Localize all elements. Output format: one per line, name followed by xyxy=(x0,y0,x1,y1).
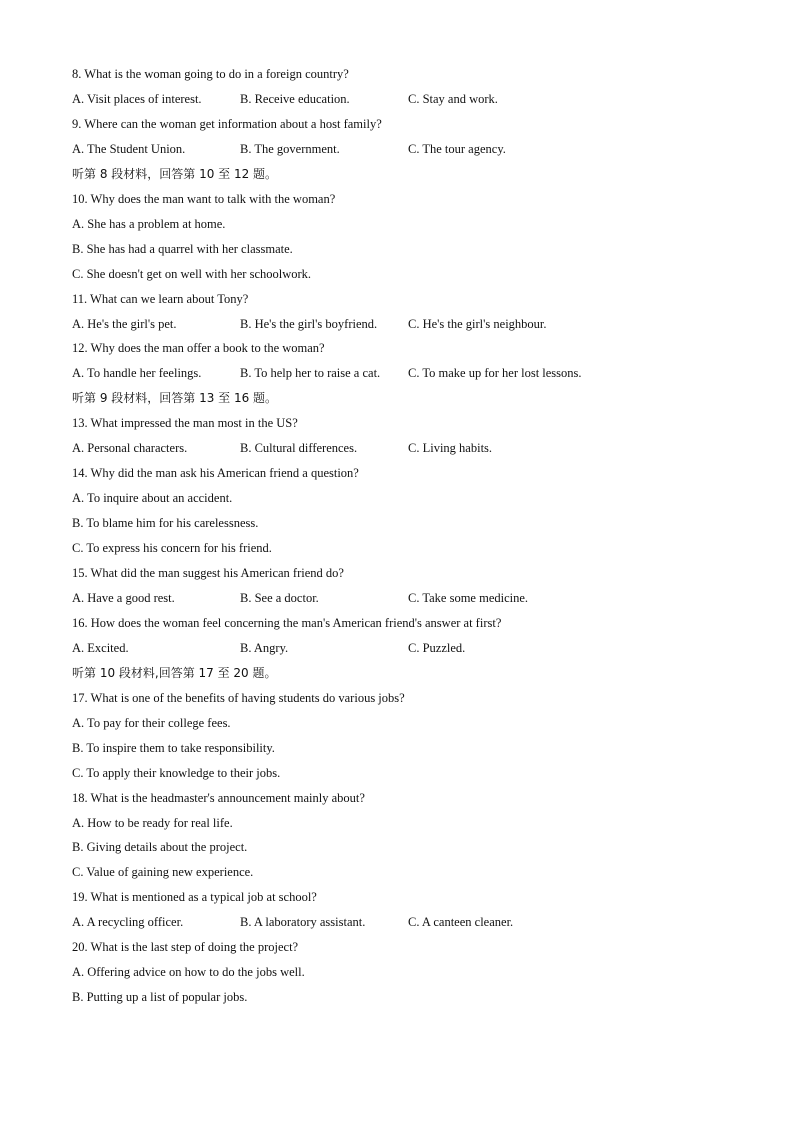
option-c: C. To make up for her lost lessons. xyxy=(408,366,582,381)
text-line: A. How to be ready for real life. xyxy=(72,815,233,830)
options-row xyxy=(72,365,692,381)
text-line: B. To blame him for his carelessness. xyxy=(72,516,259,531)
text-line: 15. What did the man suggest his American friend do? xyxy=(72,566,344,580)
option-a: A. To handle her feelings. xyxy=(72,366,202,381)
option-b: B. To help her to raise a cat. xyxy=(240,366,381,381)
text-line: A. To pay for their college fees. xyxy=(72,715,231,730)
option-b: B. Receive education. xyxy=(240,91,350,106)
options-row xyxy=(72,141,692,157)
options-row xyxy=(72,316,692,332)
section-heading: 听第 8 段材料，回答第 10 至 12 题。 xyxy=(72,166,278,181)
text-line: A. Offering advice on how to do the jobs well. xyxy=(72,965,305,980)
option-a: A. Have a good rest. xyxy=(72,590,175,605)
option-c: C. Living habits. xyxy=(408,441,493,456)
text-line: C. She doesn't get on well with her schoolwork. xyxy=(72,266,312,281)
option-a: A. The Student Union. xyxy=(72,141,186,156)
option-c: C. Puzzled. xyxy=(408,640,466,655)
option-b: B. He's the girl's boyfriend. xyxy=(240,316,378,331)
text-line: 19. What is mentioned as a typical job at school? xyxy=(72,890,317,905)
text-line: A. She has a problem at home. xyxy=(72,216,226,231)
options-row xyxy=(72,91,692,107)
option-b: B. Cultural differences. xyxy=(240,441,358,456)
options-row xyxy=(72,590,692,606)
option-a: A. Personal characters. xyxy=(72,441,188,456)
text-line: 18. What is the headmaster's announcement mainly about? xyxy=(72,790,365,805)
text-line: 13. What impressed the man most in the US? xyxy=(72,416,298,431)
option-a: A. Visit places of interest. xyxy=(72,91,202,106)
text-line: 11. What can we learn about Tony? xyxy=(72,291,249,306)
text-line: 17. What is one of the benefits of having students do various jobs? xyxy=(72,690,405,705)
section-heading: 听第 9 段材料，回答第 13 至 16 题。 xyxy=(72,391,278,406)
text-line: C. To apply their knowledge to their jobs. xyxy=(72,765,281,780)
option-c: C. He's the girl's neighbour. xyxy=(408,316,547,331)
option-c: C. Stay and work. xyxy=(408,91,498,106)
option-b: B. The government. xyxy=(240,141,340,156)
text-line: 9. Where can the woman get information about a host family? xyxy=(72,116,382,131)
text-line: B. Giving details about the project. xyxy=(72,840,248,855)
options-row xyxy=(72,640,692,656)
section-heading: 听第 10 段材料,回答第 17 至 20 题。 xyxy=(72,665,277,680)
text-line: B. To inspire them to take responsibility. xyxy=(72,740,275,755)
option-a: A. Excited. xyxy=(72,640,129,655)
option-c: C. The tour agency. xyxy=(408,141,506,156)
option-b: B. Angry. xyxy=(240,640,289,655)
text-line: 16. How does the woman feel concerning the man's American friend's answer at first? xyxy=(72,615,502,630)
option-b: B. See a doctor. xyxy=(240,590,319,605)
text-line: C. Value of gaining new experience. xyxy=(72,865,254,880)
text-line: 10. Why does the man want to talk with the woman? xyxy=(72,191,336,206)
text-line: A. To inquire about an accident. xyxy=(72,491,233,506)
text-line: 12. Why does the man offer a book to the woman? xyxy=(72,341,325,356)
text-line: 8. What is the woman going to do in a foreign country? xyxy=(72,67,349,81)
option-c: C. A canteen cleaner. xyxy=(408,915,514,930)
options-row xyxy=(72,914,692,930)
text-line: 14. Why did the man ask his American friend a question? xyxy=(72,466,359,481)
option-b: B. A laboratory assistant. xyxy=(240,915,366,930)
text-line: B. Putting up a list of popular jobs. xyxy=(72,990,248,1005)
option-a: A. He's the girl's pet. xyxy=(72,316,177,331)
option-c: C. Take some medicine. xyxy=(408,590,529,605)
text-line: 20. What is the last step of doing the project? xyxy=(72,940,299,955)
text-line: B. She has had a quarrel with her classmate. xyxy=(72,241,293,256)
text-line: C. To express his concern for his friend. xyxy=(72,541,272,556)
options-row xyxy=(72,440,692,456)
option-a: A. A recycling officer. xyxy=(72,915,184,930)
